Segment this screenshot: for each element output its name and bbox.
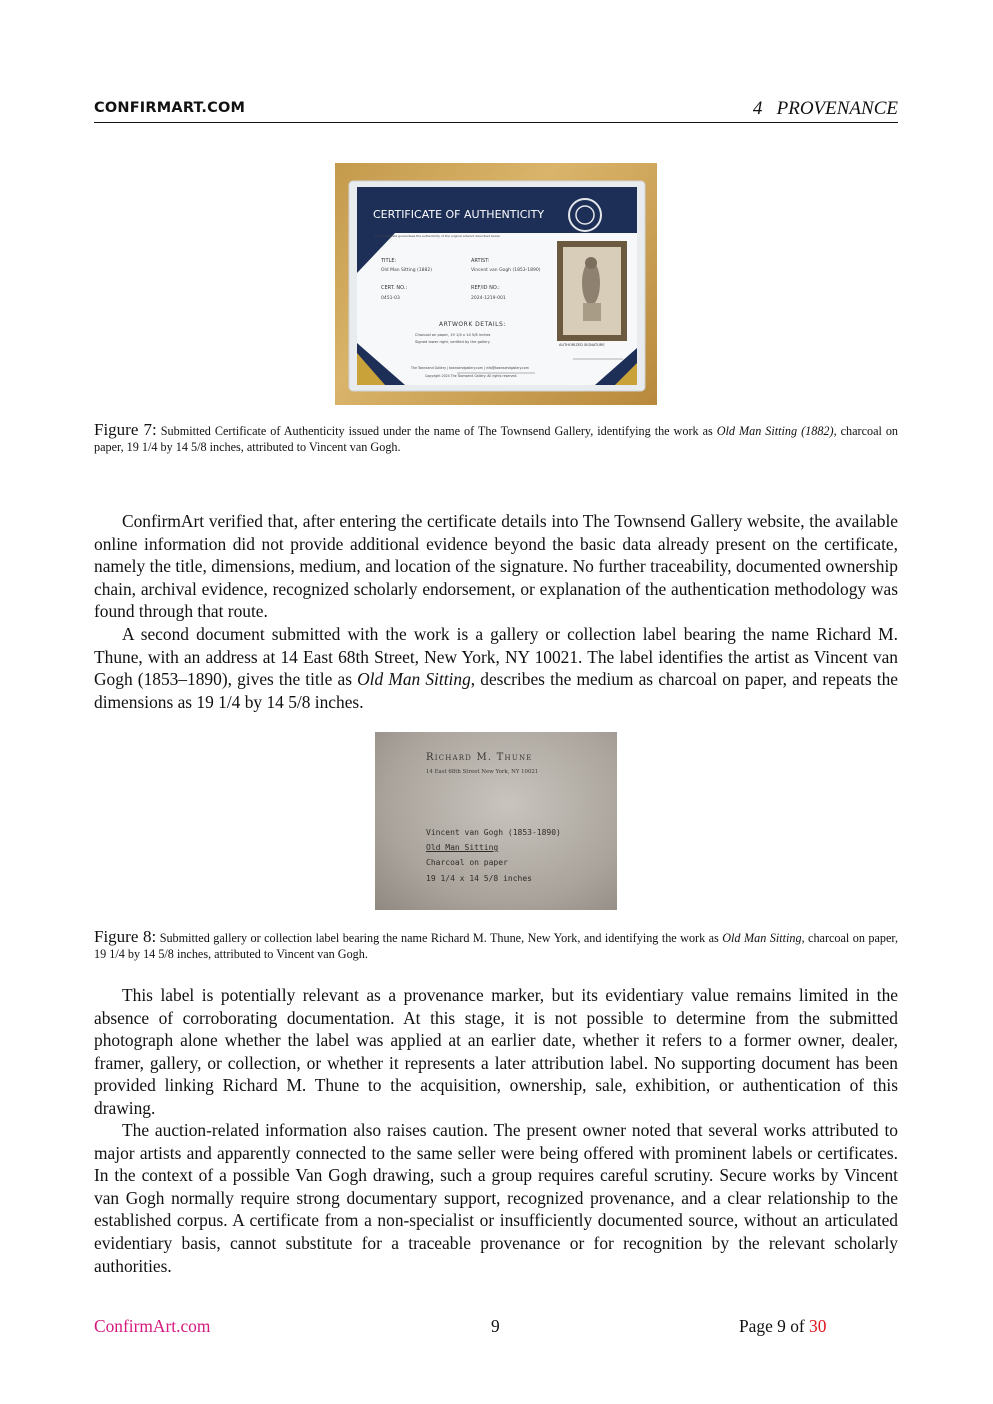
footer-page-number: 9 [491,1316,500,1336]
certificate-ref-label: REF/ID NO.: [471,285,500,291]
certificate-title-value: Old Man Sitting (1882) [381,268,432,273]
certificate-number-value: 0451-03 [381,296,400,301]
label-title: Old Man Sitting [426,843,499,852]
confirmart-logo: CONFIRMART.COM [94,100,246,116]
label-name: Richard M. Thune [426,752,533,763]
label-dimensions: 19 1/4 x 14 5/8 inches [426,874,532,883]
certificate-title: CERTIFICATE OF AUTHENTICITY [373,208,545,221]
figure-8-caption-rest: , charcoal on paper, 19 1/4 by 14 5/8 inches, attributed to Vincent van Gogh. [94,931,898,961]
certificate-details-line-2: Signed lower right, verified by the gallery [415,340,490,344]
figure-7-caption-title: Old Man Sitting (1882) [716,424,834,438]
paragraph-3 [94,984,898,1120]
certificate-artist-label: ARTIST: [471,258,490,264]
figure-8-caption-title: Old Man Sitting [722,931,802,945]
figure-7-caption-text: Submitted Certificate of Authenticity issued under the name of The Townsend Gallery, identifying the work as [160,424,713,438]
label-address: 14 East 68th Street New York, NY 10021 [426,769,539,775]
certificate-details-line-1: Charcoal on paper, 19 1/4 x 14 5/8 inches [415,333,491,337]
label-medium: Charcoal on paper [426,858,508,867]
paragraph-2-text: A second document submitted with the work is a gallery or collection label bearing the name Richard M. Thune, with an address at 14 East 68th Street, New York, NY 10021. The label identifies the artist as Vincent van Gogh (1853–1890), gives the title as [94,624,898,690]
figure-8-label: Figure 8: [94,927,157,946]
certificate-artist-value: Vincent van Gogh (1853-1890) [471,268,541,273]
section-title: 4 PROVENANCE [752,98,898,119]
paragraph-1-text: ConfirmArt verified that, after entering the certificate details into The Townsend Gallery website, the available online information did not provide additional evidence beyond the basic data already present on the certificate, namely the title, dimensions, medium, and location of the signature. No further traceability, documented ownership chain, archival evidence, recognized scholarly endorsement, or explanation of the authentication methodology was found through that route. [94,511,898,622]
figure-8-caption-text: Submitted gallery or collection label bearing the name Richard M. Thune, New York, and identifying the work as [159,931,719,945]
footer-page-total-link[interactable]: 30 [809,1316,827,1336]
paragraph-2-title: Old Man Sitting [357,669,471,690]
paragraph-4 [94,1119,898,1277]
certificate-number-label: CERT. NO.: [381,285,408,291]
figure-8-caption [94,929,898,962]
page-header [94,98,898,123]
paragraph-2-rest: , describes the medium as charcoal on paper, and repeats the dimensions as 19 1/4 by 14 5/8 inches. [94,669,898,712]
figure-7-label: Figure 7: [94,420,157,439]
label-artist: Vincent van Gogh (1853-1890) [426,828,561,837]
certificate-details-label: ARTWORK DETAILS: [439,321,506,328]
paragraph-1 [94,510,898,623]
paragraph-3-text: This label is potentially relevant as a provenance marker, but its evidentiary value remains limited in the absence of corroborating documentation. At this stage, it is not possible to determine from the submitted photograph alone whether the label was applied at an earlier date, whether it refers to a former owner, dealer, framer, gallery, or collection, or whether it represents a later attribution label. No supporting document has been provided linking Richard M. Thune to the acquisition, ownership, sale, exhibition, or authentication of this drawing. [94,985,898,1118]
figure-7-caption-rest: , charcoal on paper, 19 1/4 by 14 5/8 inches, attributed to Vincent van Gogh. [94,424,899,454]
figure-7-caption [94,422,898,455]
certificate-footer-line-1: The Townsend Gallery | townsendgallery.com | info@townsendgallery.com [411,366,529,370]
paragraph-2 [94,623,898,713]
figure-8-image [375,732,617,910]
footer-site-link[interactable]: ConfirmArt.com [94,1316,211,1336]
certificate-signature-label: AUTHORIZED SIGNATURE [559,343,605,347]
certificate-title-label: TITLE: [381,258,397,264]
certificate-ref-value: 2024-1219-001 [471,296,506,301]
paragraph-4-text: The auction-related information also raises caution. The present owner noted that several works attributed to major artists and apparently connected to the same seller were being offered with prominent labels or certificates. In the context of a possible Van Gogh drawing, such a group requires careful scrutiny. Secure works by Vincent van Gogh normally require strong documentary support, recognized provenance, and a clear relationship to the established corpus. A certificate from a non-specialist or insufficiently documented source, without an articulated evidentiary basis, cannot substitute for a traceable provenance or for recognition by the relevant scholarly authorities. [94,1120,898,1276]
certificate-subtitle: This certificate guarantees the authenticity of the original artwork described below [375,234,500,238]
figure-7-image [335,163,657,405]
footer-page-count [739,1316,826,1337]
footer-page-prefix: Page 9 of [739,1316,805,1336]
certificate-footer-line-2: Copyright 2024 The Townsend Gallery. All rights reserved. [425,374,518,378]
